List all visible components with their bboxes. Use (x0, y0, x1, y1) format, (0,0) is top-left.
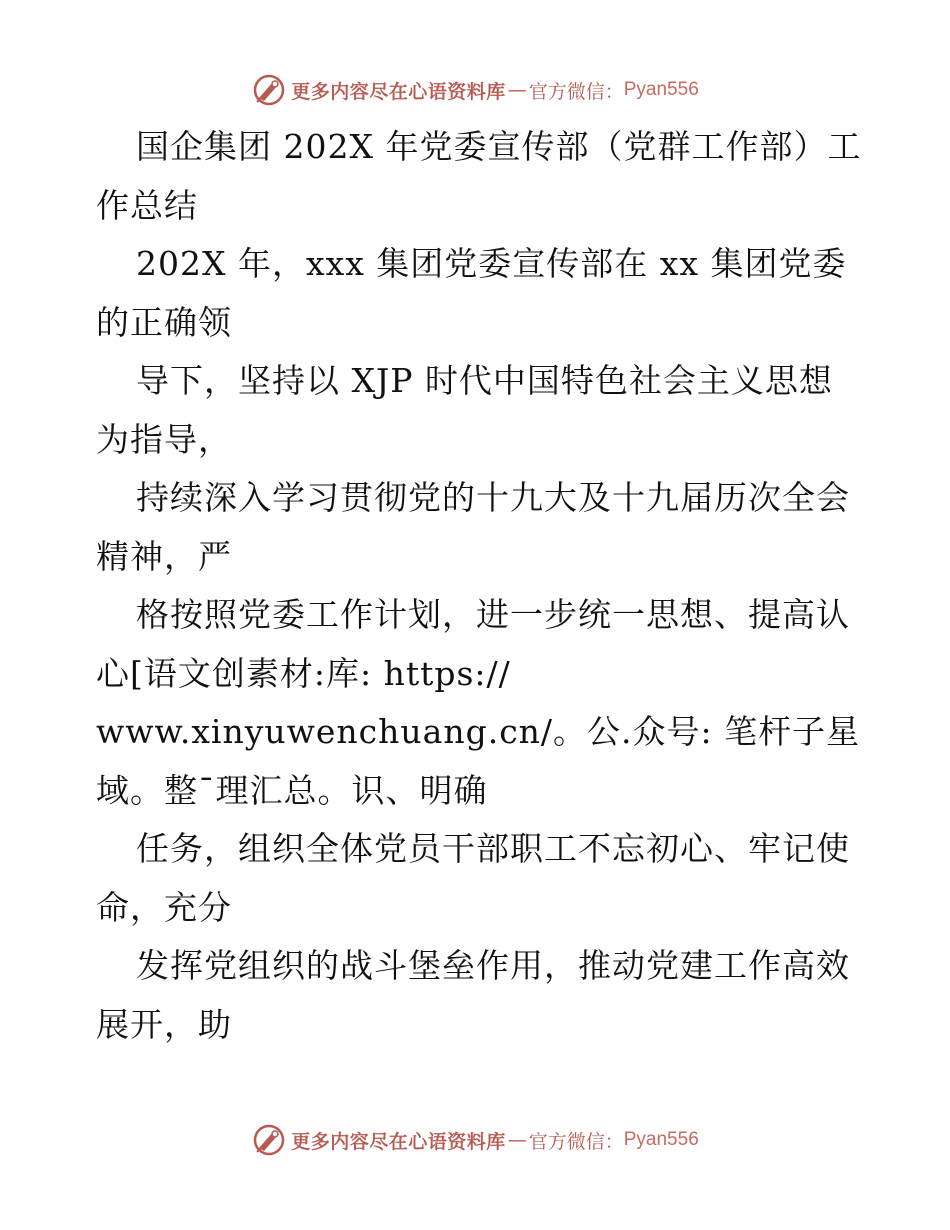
banner-separator: — (507, 79, 527, 101)
banner-wechat-label: 官方微信： (528, 80, 624, 103)
doc-line: 格按照党委工作计划，进一步统一思想、提高认 (136, 595, 850, 634)
banner-wechat-label: 官方微信： (528, 1130, 624, 1153)
doc-line: 导下，坚持以 XJP 时代中国特色社会主义思想 (136, 361, 833, 400)
doc-line: 展开，助 (96, 1004, 232, 1044)
doc-line: 作总结 (96, 185, 198, 225)
doc-line: 发挥党组织的战斗堡垒作用，推动党建工作高效 (136, 946, 850, 985)
pen-nib-logo-icon (251, 1122, 287, 1158)
header-banner (0, 70, 950, 110)
footer-banner (0, 1120, 950, 1160)
doc-line: 的正确领 (96, 302, 232, 342)
doc-line: 域。整¯理汇总。识、明确 (96, 770, 488, 810)
doc-line: 国企集团 202X 年党委宣传部（党群工作部）工 (136, 127, 862, 166)
doc-line: 心[语文创素材:库: https:// (96, 653, 511, 693)
banner-wechat-id: Pyan556 (623, 1129, 699, 1150)
doc-line: 任务，组织全体党员干部职工不忘初心、牢记使 (136, 829, 850, 868)
doc-line: 为指导， (96, 419, 232, 459)
banner-separator: — (507, 1129, 527, 1151)
doc-line: 命，充分 (96, 887, 232, 927)
doc-line: 202X 年，xxx 集团党委宣传部在 xx 集团党委 (136, 244, 847, 283)
banner-title: 更多内容尽在心语资料库 (291, 1130, 506, 1153)
doc-line: 精神，严 (96, 536, 232, 576)
doc-line: 持续深入学习贯彻党的十九大及十九届历次全会 (136, 478, 850, 517)
banner-wechat-id: Pyan556 (623, 79, 699, 100)
pen-nib-logo-icon (251, 72, 287, 108)
banner-title: 更多内容尽在心语资料库 (291, 80, 506, 103)
document-body (96, 118, 876, 1054)
doc-line: www.xinyuwenchuang.cn/。公.众号: 笔杆子星 (96, 712, 861, 751)
